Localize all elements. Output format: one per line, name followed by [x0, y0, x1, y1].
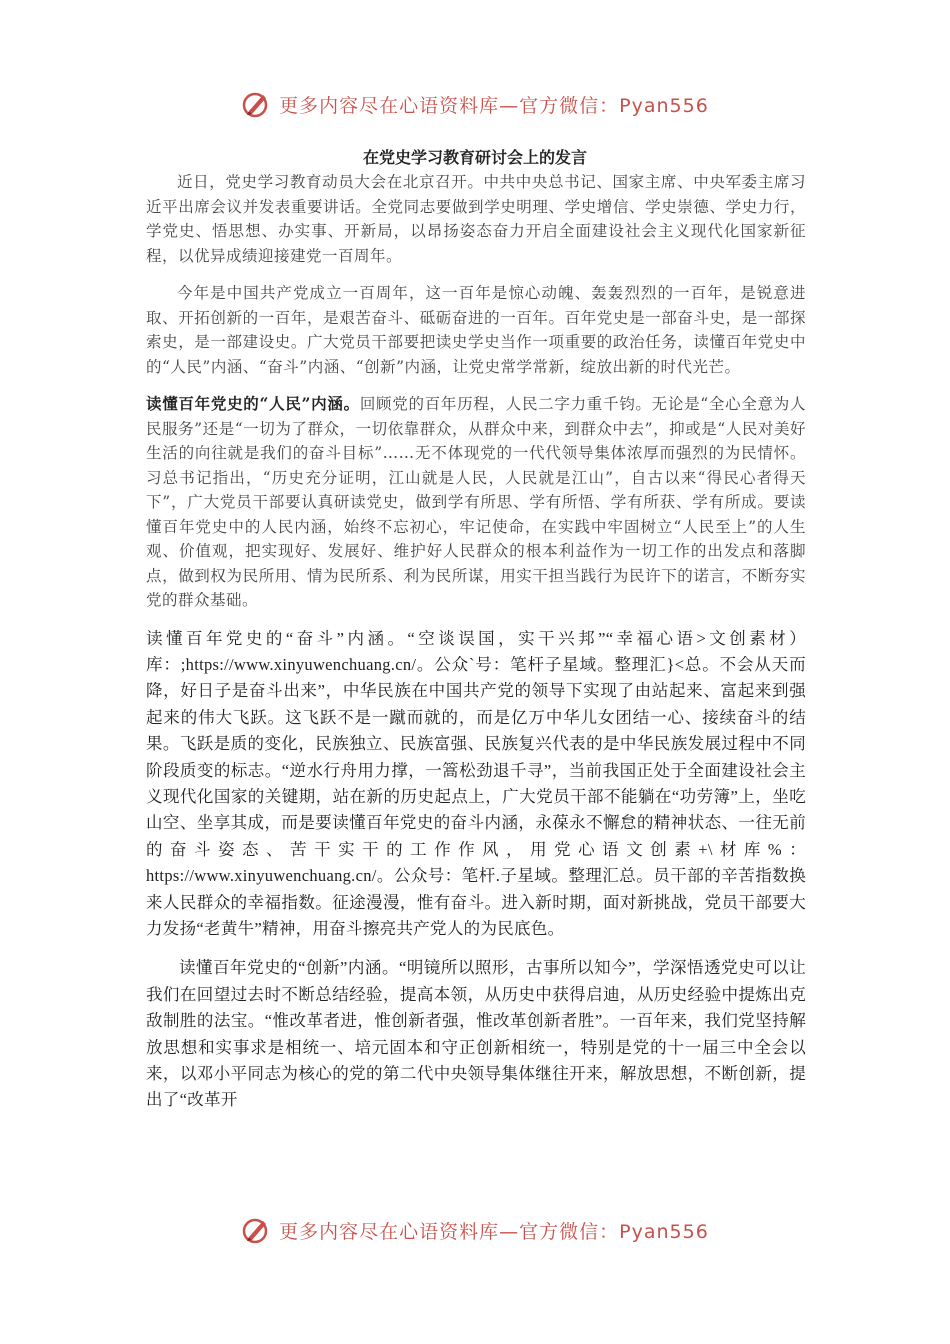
people-section-paragraph [146, 392, 806, 613]
footer-banner[interactable] [0, 1210, 950, 1250]
people-section-text: 回顾党的百年历程，人民二字力重千钧。无论是“全心全意为人民服务”还是“一切为了群众，一切依靠群众，从群众中来，到群众中去”，抑或是“人民对美好生活的向往就是我们的奋斗目标”……无不体现党的一代代领导集体浓厚而强烈的为民情怀。习总书记指出，“历史充分证明，江山就是人民，人民就是江山”，自古以来“得民心者得天下”，广大党员干部要认真研读党史，做到学有所思、学有所悟、学有所获、学有所成。要读懂百年党史中的人民内涵，始终不忘初心，牢记使命，在实践中牢固树立“人民至上”的人生观、价值观，把实现好、发展好、维护好人民群众的根本利益作为一切工作的出发点和落脚点，做到权为民所用、情为民所系、利为民所谋，用实干担当践行为民许下的诺言，不断夯实党的群众基础。 [146, 395, 806, 609]
centenary-paragraph: 今年是中国共产党成立一百周年，这一百年是惊心动魄、轰轰烈烈的一百年，是锐意进取、开拓创新的一百年，是艰苦奋斗、砥砺奋进的一百年。百年党史是一部奋斗史，是一部探索史，是一部建设史。广大党员干部要把读史学史当作一项重要的政治任务，读懂百年党史中的“人民”内涵、“奋斗”内涵、“创新”内涵，让党史常学常新，绽放出新的时代光芒。 [146, 284, 806, 376]
pen-logo-icon [241, 1215, 271, 1245]
document-title: 在党史学习教育研讨会上的发言 [362, 148, 587, 167]
innovation-section-paragraph: 读懂百年党史的“创新”内涵。“明镜所以照形，古事所以知今”，学深悟透党史可以让我们在回望过去时不断总结经验，提高本领，从历史中获得启迪，从历史经验中提炼出克敌制胜的法宝。“惟改革者进，惟创新者强，惟改革创新者胜”。一百年来，我们党坚持解放思想和实事求是相统一、培元固本和守正创新相统一，特别是党的十一届三中全会以来，以邓小平同志为核心的党的第二代中央领导集体继往开来，解放思想，不断创新，提出了“改革开 [146, 958, 806, 1110]
intro-paragraph: 近日，党史学习教育动员大会在北京召开。中共中央总书记、国家主席、中央军委主席习近平出席会议并发表重要讲话。全党同志要做到学史明理、学史增信、学史崇德、学史力行，学党史、悟思想、办实事、开新局，以昂扬姿态奋力开启全面建设社会主义现代化国家新征程，以优异成绩迎接建党一百周年。 [146, 173, 806, 265]
header-banner[interactable] [0, 84, 950, 124]
header-banner-text: 更多内容尽在心语资料库—官方微信：Pyan556 [279, 94, 709, 117]
document-body [146, 170, 806, 1114]
pen-logo-icon [241, 89, 271, 119]
footer-banner-text: 更多内容尽在心语资料库—官方微信：Pyan556 [279, 1220, 709, 1243]
people-section-heading: 读懂百年党史的“人民”内涵。 [146, 394, 360, 413]
struggle-section-paragraph: 读懂百年党史的“奋斗”内涵。“空谈误国，实干兴邦”“幸福心语>文创素材）库：;https://www.xinyuwenchuang.cn/。公众`号：笔杆子星域。整理汇}<总。不会从天而降，好日子是奋斗出来”，中华民族在中国共产党的领导下实现了由站起来、富起来到强起来的伟大飞跃。这飞跃不是一蹴而就的，而是亿万中华儿女团结一心、接续奋斗的结果。飞跃是质的变化，民族独立、民族富强、民族复兴代表的是中华民族发展过程中不同阶段质变的标志。“逆水行舟用力撑，一篙松劲退千寻”，当前我国正处于全面建设社会主义现代化国家的关键期，站在新的历史起点上，广大党员干部不能躺在“功劳簿”上，坐吃山空、坐享其成，而是要读懂百年党史的奋斗内涵，永葆永不懈怠的精神状态、一往无前的奋斗姿态、苦干实干的工作作风，用党心语文创素+\材库%：https://www.xinyuwenchuang.cn/。公众号：笔杆.子星域。整理汇总。员干部的辛苦指数换来人民群众的幸福指数。征途漫漫，惟有奋斗。进入新时期，面对新挑战，党员干部要大力发扬“老黄牛”精神，用奋斗擦亮共产党人的为民底色。 [146, 628, 806, 938]
